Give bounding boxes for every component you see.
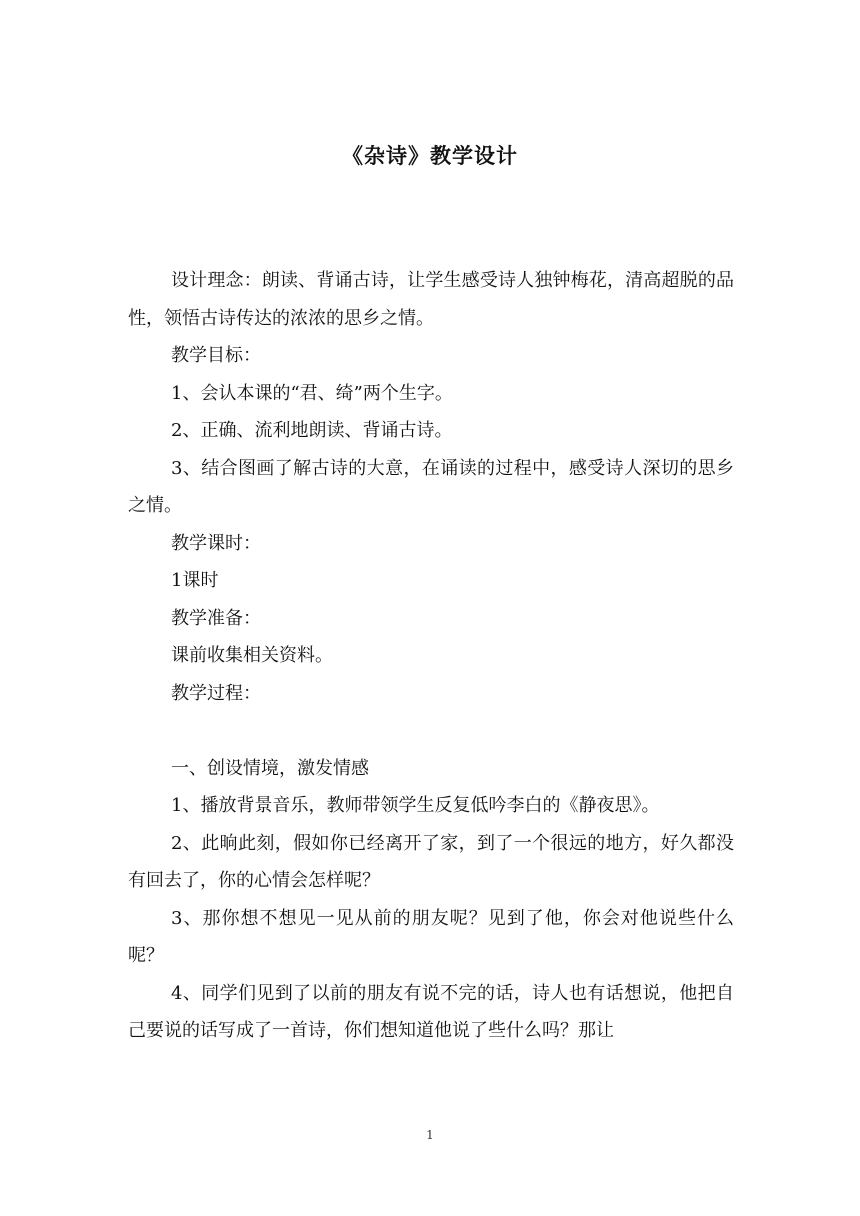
heading-preparation: 教学准备： bbox=[171, 607, 261, 629]
goal-item-1: 1、会认本课的“君、绮”两个生字。 bbox=[171, 382, 453, 404]
preparation-text: 课前收集相关资料。 bbox=[171, 645, 333, 666]
paragraph-design-concept: 设计理念：朗读、背诵古诗，让学生感受诗人独钟梅花，清高超脱的品性，领悟古诗传达的浓浓的思乡之情。 bbox=[128, 270, 734, 329]
heading-teaching-process: 教学过程： bbox=[171, 682, 261, 704]
process-item-1: 1、播放背景音乐，教师带领学生反复低吟李白的《静夜思》。 bbox=[171, 795, 660, 816]
goal-item-3: 3、结合图画了解古诗的大意，在诵读的过程中，感受诗人深切的思乡之情。 bbox=[128, 457, 734, 516]
blank-line bbox=[128, 712, 734, 750]
process-item-2: 2、此晌此刻，假如你已经离开了家，到了一个很远的地方，好久都没有回去了，你的心情会怎样呢？ bbox=[128, 832, 734, 891]
class-hours-value: 1课时 bbox=[171, 570, 219, 591]
section-heading-1: 一、创设情境，激发情感 bbox=[171, 757, 369, 779]
process-item-3: 3、那你想不想见一见从前的朋友呢？见到了他，你会对他说些什么呢？ bbox=[128, 907, 734, 966]
goal-item-2: 2、正确、流利地朗读、背诵古诗。 bbox=[171, 420, 453, 441]
document-body bbox=[128, 262, 734, 1050]
heading-teaching-goals: 教学目标： bbox=[171, 345, 261, 366]
heading-class-hours: 教学课时： bbox=[171, 532, 261, 554]
process-item-4: 4、同学们见到了以前的朋友有说不完的话，诗人也有话想说，他把自己要说的话写成了一首诗，你们想知道他说了些什么吗？那让 bbox=[128, 982, 734, 1041]
document-title: 《杂诗》教学设计 bbox=[342, 143, 518, 168]
page-number: 1 bbox=[426, 1128, 434, 1142]
